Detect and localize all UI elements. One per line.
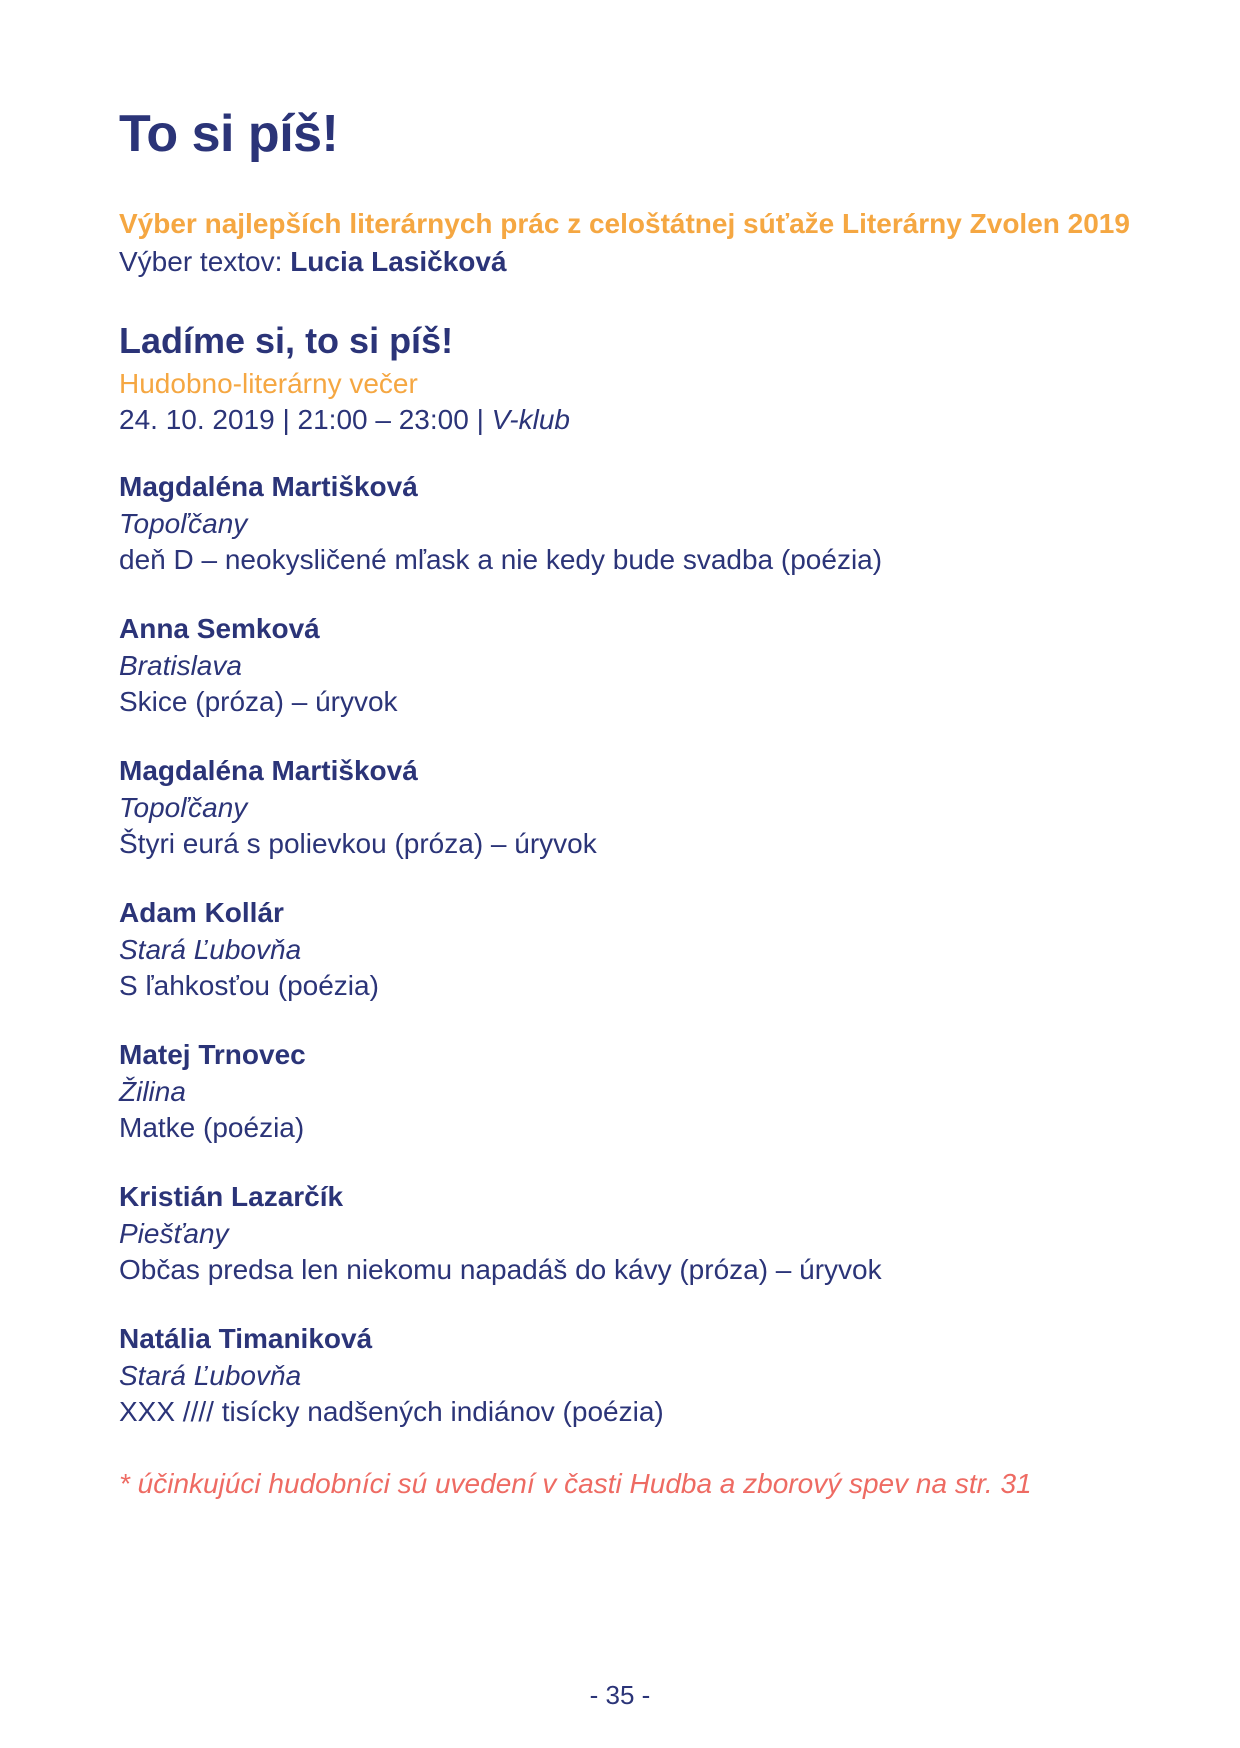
event-title: Ladíme si, to si píš! [119,320,454,361]
event-venue: V-klub [491,404,570,435]
list-item [119,613,1199,755]
author-name: Magdaléna Martišková [119,471,418,502]
author-town: Bratislava [119,650,242,681]
musicians-note: * účinkujúci hudobníci sú uvedení v časti Hudba a zborový spev na str. 31 [119,1468,1032,1499]
author-town: Piešťany [119,1218,229,1249]
work-title: Matke (poézia) [119,1112,305,1143]
page-title: To si píš! [119,105,339,163]
page-number: - 35 - [589,1680,651,1710]
event-datetime-text: 24. 10. 2019 | 21:00 – 23:00 | [119,404,492,435]
event-subtitle: Hudobno-literárny večer [119,368,418,399]
author-town: Žilina [119,1076,186,1107]
author-town: Stará Ľubovňa [119,934,302,965]
entries-list [119,471,1199,1465]
author-name: Adam Kollár [119,897,284,928]
work-title: XXX //// tisícky nadšených indiánov (poézia) [119,1396,664,1427]
event-datetime [119,404,570,436]
author-town: Topoľčany [119,792,248,823]
author-name: Magdaléna Martišková [119,755,418,786]
publication-subtitle: Výber najlepších literárnych prác z celoštátnej súťaže Literárny Zvolen 2019 [119,208,1130,239]
selection-name: Lucia Lasičková [290,246,507,277]
list-item [119,471,1199,613]
author-name: Natália Timaniková [119,1323,373,1354]
list-item [119,1323,1199,1465]
work-title: Skice (próza) – úryvok [119,686,398,717]
list-item [119,1181,1199,1323]
text-selection-credit [119,246,507,278]
list-item [119,897,1199,1039]
list-item [119,755,1199,897]
work-title: Občas predsa len niekomu napadáš do kávy (próza) – úryvok [119,1254,882,1285]
work-title: Štyri eurá s polievkou (próza) – úryvok [119,828,597,859]
author-name: Matej Trnovec [119,1039,306,1070]
author-town: Topoľčany [119,508,248,539]
selection-label: Výber textov: [119,246,291,277]
author-town: Stará Ľubovňa [119,1360,302,1391]
author-name: Kristián Lazarčík [119,1181,344,1212]
work-title: deň D – neokysličené mľask a nie kedy bude svadba (poézia) [119,544,883,575]
list-item [119,1039,1199,1181]
work-title: S ľahkosťou (poézia) [119,970,379,1001]
author-name: Anna Semková [119,613,320,644]
